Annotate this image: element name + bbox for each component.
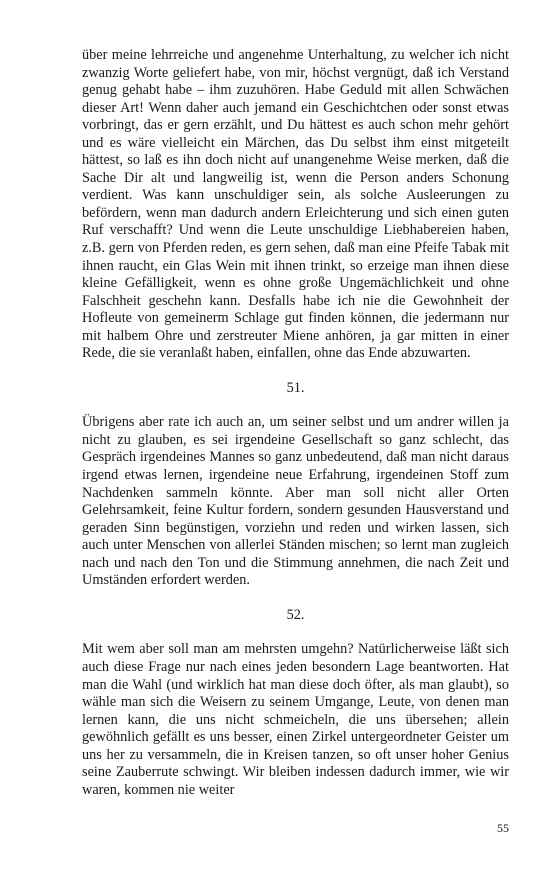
page-body — [82, 47, 509, 799]
paragraph-section-51: Übrigens aber rate ich auch an, um seiner selbst und um andrer willen ja nicht zu glauben, es sei irgendeine Gesellschaft so ganz schlecht, das Gespräch irgendeines Mannes so ganz unbedeutend, daß man nicht daraus irgend etwas lernen, irgendeine neue Erfahrung, irgendeinen Stoff zum Nachdenken sammeln könnte. Aber man soll nicht aller Orten Gelehrsamkeit, feine Kultur fordern, sondern gesunden Hausverstand und geraden Sinn begünstigen, vorziehn und reden und wirken lassen, sich auch unter Menschen von allerlei Ständen mischen; so lernt man zugleich nach und nach den Ton und die Stimmung annehmen, die nach Zeit und Umständen erfordert werden. — [82, 414, 509, 589]
paragraph-continued: über meine lehrreiche und angenehme Unterhaltung, zu welcher ich nicht zwanzig Worte geliefert habe, von mir, höchst vergnügt, daß ich Verstand genug gehabt habe – ihm zuzuhören. Habe Geduld mit allen Schwächen dieser Art! Wenn daher auch jemand ein Geschichtchen oder sonst etwas vorbringt, das er gern erzählt, und Du hättest es auch schon mehr gehört und es wäre vielleicht ein Märchen, das Du selbst ihm einst mitgeteilt hättest, so laß es ihn doch nicht auf unangenehme Weise merken, daß die Sache Dir alt und langweilig ist, wenn die Person anders Schonung verdient. Was kann unschuldiger sein, als solche Ausleerungen zu befördern, wenn man dadurch andern Erleichterung und sich einen guten Ruf verschafft? Und wenn die Leute unschuldige Liebhabereien haben, z.B. gern von Pferden reden, es gern sehen, daß man eine Pfeife Tabak mit ihnen raucht, ein Glas Wein mit ihnen trinkt, so erzeige man ihnen diese kleine Gefälligkeit, wenn es ohne große Ungemächlichkeit und ohne Falschheit geschehn kann. Desfalls habe ich nie die Gewohnheit der Hofleute von gemeinerm Schlage gut finden können, die jedermann nur mit halbem Ohre und zerstreuter Miene anhören, ja gar mitten in einer Rede, die sie veranlaßt haben, einfallen, ohne das Ende abzuwarten. — [82, 47, 509, 362]
section-number-52: 52. — [286, 606, 305, 623]
paragraph-section-52: Mit wem aber soll man am mehrsten umgehn? Natürlicherweise läßt sich auch diese Frage nur nach eines jeden besondern Lage beantworten. Hat man die Wahl (und wirklich hat man diese doch öfter, als man glaubt), so wähle man sich die Weisern zu seinem Umgange, Leute, von denen man lernen kann, die uns nicht schmeicheln, die uns übersehen; allein gewöhnlich gefällt es uns besser, einen Zirkel untergeordneter Geister um uns her zu versammeln, die in Kreisen tanzen, so oft unser hoher Genius seine Zauberrute schwingt. Wir bleiben indessen dadurch immer, wie wir waren, kommen nie weiter — [82, 641, 509, 798]
section-number-51: 51. — [286, 379, 305, 396]
page-number: 55 — [497, 821, 509, 835]
